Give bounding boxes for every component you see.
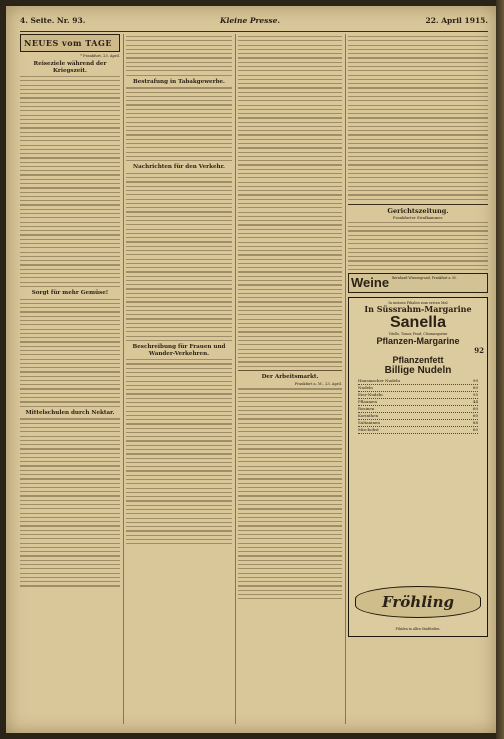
price-row: Nudeln 80 [358,385,478,391]
column-3 [238,34,342,724]
header-rule [20,31,488,32]
article-heading: Der Arbeitsmarkt. [261,373,319,380]
price-row: Korinthen 60 [358,413,478,419]
ad-sanella-sub: Vitello, Tomor, Pearl, Cleomargarine [388,332,448,337]
article-heading: Nachrichten für den Verkehr. [133,164,225,171]
page-header [20,16,488,30]
price-row: Eier-Nudeln 95 [358,392,478,398]
froehling-wordmark: Fröhling [382,593,454,612]
scan-edge [496,0,504,739]
article-body [20,418,120,586]
wine-ad-text: Bernhard Wiesengrund, Frankfurt a. M. [392,276,457,281]
article-body [348,222,488,270]
column-divider [123,34,124,724]
newspaper-title: Kleine Presse. [220,16,281,25]
court-section [348,204,488,270]
ad-price-list [358,378,478,434]
ad-price: 92 [474,346,484,356]
price-row: Hausmacher Nudeln 90 [358,378,478,384]
price-row: Rosinen 60 [358,406,478,412]
article-body [126,36,232,76]
court-section-subtitle: Frankfurter Strafkammer. [392,214,444,220]
dateline: * Frankfurt, 23. April. [80,54,120,58]
ad-pflanzenfett: Pflanzenfett [392,355,444,366]
article-body [348,36,488,200]
issue-date: 22. April 1915. [425,16,488,25]
article-heading: Sorgt für mehr Gemüse! [31,290,109,297]
ad-billige-nudeln: Billige Nudeln [384,365,452,377]
margarine-advertisement [348,297,488,637]
column-divider [235,34,236,724]
newspaper-page [6,6,496,733]
article-heading: Bestrafung in Tabakgewerbe. [132,78,225,85]
price-row: Sultaninen 88 [358,420,478,426]
article-body [126,87,232,161]
price-row: Mischobst 60 [358,427,478,433]
article-heading: Beschreibung für Frauen und Wander-Verkehren. [132,344,226,357]
ad-footer-note: Filialen in allen Stadtteilen. [395,627,441,632]
column-divider [345,34,346,724]
section-rule [238,370,342,371]
article-body [126,359,232,544]
dateline: Frankfurt a. M., 23. April. [294,382,342,387]
column-2 [126,34,232,724]
column-4 [348,34,488,724]
ad-sanella: Sanella [389,314,447,332]
article-body [238,36,342,367]
article-body [126,173,232,341]
froehling-logo [355,586,481,618]
section-logo [20,34,120,52]
article-heading: Reiseziele während der Kriegszeit. [33,61,107,74]
page-number: 4. Seite. Nr. 93. [20,16,86,25]
ad-top-note: In meinen Filialen zum ersten Mal [388,301,448,306]
ad-pflanzen-margarine: Pflanzen-Margarine [376,336,460,347]
article-body [238,388,342,599]
article-heading: Mittelschulen durch Nektar. [25,409,115,416]
price-row: Pflaumen 44 [358,399,478,405]
section-logo-title: NEUES vom TAGE [24,38,112,48]
wine-advertisement [348,273,488,293]
article-body [20,299,120,407]
column-1 [20,34,120,724]
court-section-title: Gerichtszeitung. [387,206,449,215]
article-body [20,76,120,287]
ad-brand-line: In Süssrahm-Margarine [364,304,472,315]
wine-ad-title: Weine [351,275,390,291]
